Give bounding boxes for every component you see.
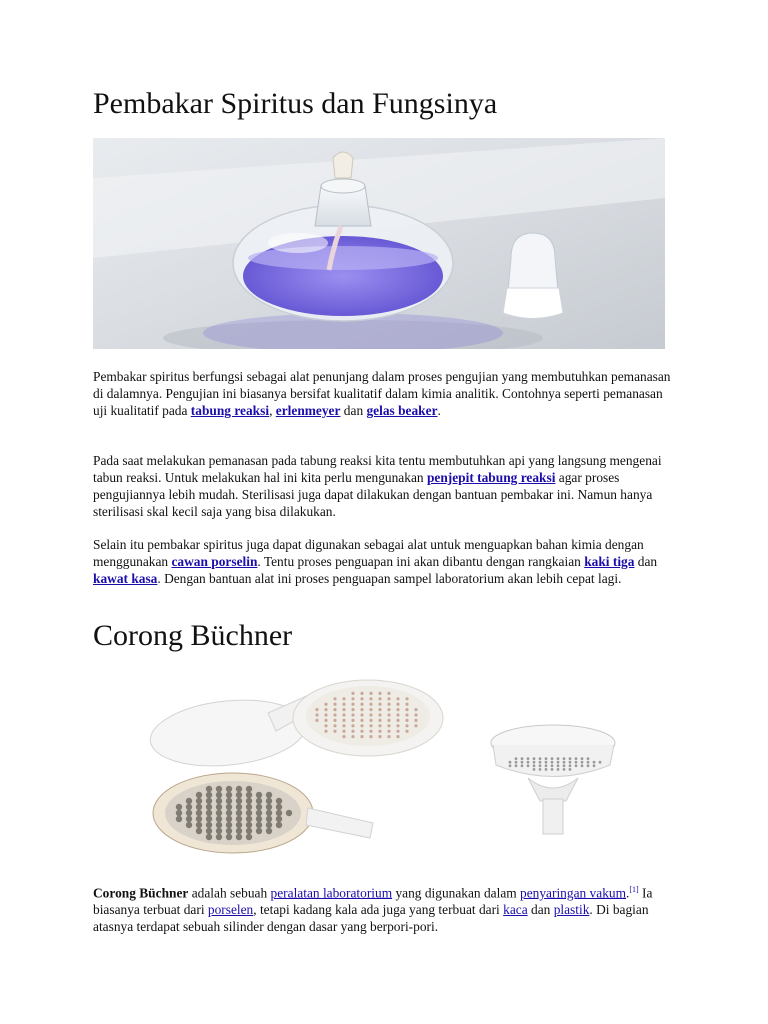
paragraph-text: , <box>269 403 276 418</box>
paragraph-text: dan <box>527 902 554 918</box>
section-title-pembakar-spiritus: Pembakar Spiritus dan Fungsinya <box>93 87 498 120</box>
paragraph-corong-buchner <box>93 881 678 935</box>
link-kaki-tiga[interactable]: kaki tiga <box>584 554 635 569</box>
paragraph-text: Ia biasanya terbuat dari <box>93 885 653 918</box>
link-tabung-reaksi[interactable]: tabung reaksi <box>190 403 270 418</box>
paragraph-text: Pada saat melakukan pemanasan pada tabung reaksi kita tentu membutuhkan api yang langsung mengenai tabun reaksi. Untuk melakukan hal ini kita perlu mengunakan <box>93 453 662 485</box>
link-peralatan-laboratorium[interactable]: peralatan laboratorium <box>270 885 393 901</box>
link-kaca[interactable]: kaca <box>503 902 528 918</box>
paragraph-text: . Tentu proses penguapan ini akan dibantu dengan rangkaian <box>257 554 585 569</box>
link-porselen[interactable]: porselen <box>207 902 254 918</box>
paragraph-penguapan <box>93 536 678 587</box>
paragraph-text: Selain itu pembakar spiritus juga dapat digunakan sebagai alat untuk menguapkan bahan kimia dengan menggunakan <box>93 537 644 569</box>
link-gelas-beaker[interactable]: gelas beaker <box>366 403 438 418</box>
link-plastik[interactable]: plastik <box>553 902 590 918</box>
reference-1[interactable]: [1] <box>629 885 639 894</box>
paragraph-text: . <box>437 403 441 418</box>
paragraph-text: , tetapi kadang kala ada juga yang terbuat dari <box>253 902 504 918</box>
paragraph-text: adalah sebuah <box>188 885 271 901</box>
paragraph-text: dan <box>634 554 658 569</box>
paragraph-fungsi <box>93 368 678 419</box>
section-title-corong-buchner: Corong Büchner <box>93 619 293 652</box>
paragraph-text: . <box>626 885 630 901</box>
paragraph-text: yang digunakan dalam <box>392 885 521 901</box>
link-penyaringan-vakum[interactable]: penyaringan vakum <box>520 885 627 901</box>
term-corong-buchner: Corong Büchner <box>93 885 189 901</box>
spirit-burner-photo <box>93 138 665 349</box>
paragraph-pemanasan <box>93 452 678 520</box>
link-cawan-porselin[interactable]: cawan porselin <box>171 554 258 569</box>
paragraph-text: . Dengan bantuan alat ini proses penguapan sampel laboratorium akan lebih cepat lagi. <box>157 571 622 586</box>
link-kawat-kasa[interactable]: kawat kasa <box>93 571 158 586</box>
paragraph-text: agar proses pengujiannya lebih mudah. Sterilisasi juga dapat dilakukan dengan bantuan pembakar ini. Namun hanya sterilisasi skal kecil saja yang bisa dilakukan. <box>93 470 653 519</box>
link-penjepit-tabung-reaksi[interactable]: penjepit tabung reaksi <box>426 470 556 485</box>
link-erlenmeyer[interactable]: erlenmeyer <box>275 403 341 418</box>
paragraph-text: Pembakar spiritus berfungsi sebagai alat penunjang dalam proses pengujian yang membutuhkan pemanasan di dalamnya. Pengujian ini biasanya bersifat kualitatif dalam kimia analitik. Contohnya seperti pemanasan uji kualitatif pada <box>93 369 671 418</box>
paragraph-text: . Di bagian atasnya terdapat sebuah silinder dengan dasar yang berpori-pori. <box>93 902 649 935</box>
buchner-funnel-photo <box>148 673 618 858</box>
paragraph-text: dan <box>340 403 367 418</box>
